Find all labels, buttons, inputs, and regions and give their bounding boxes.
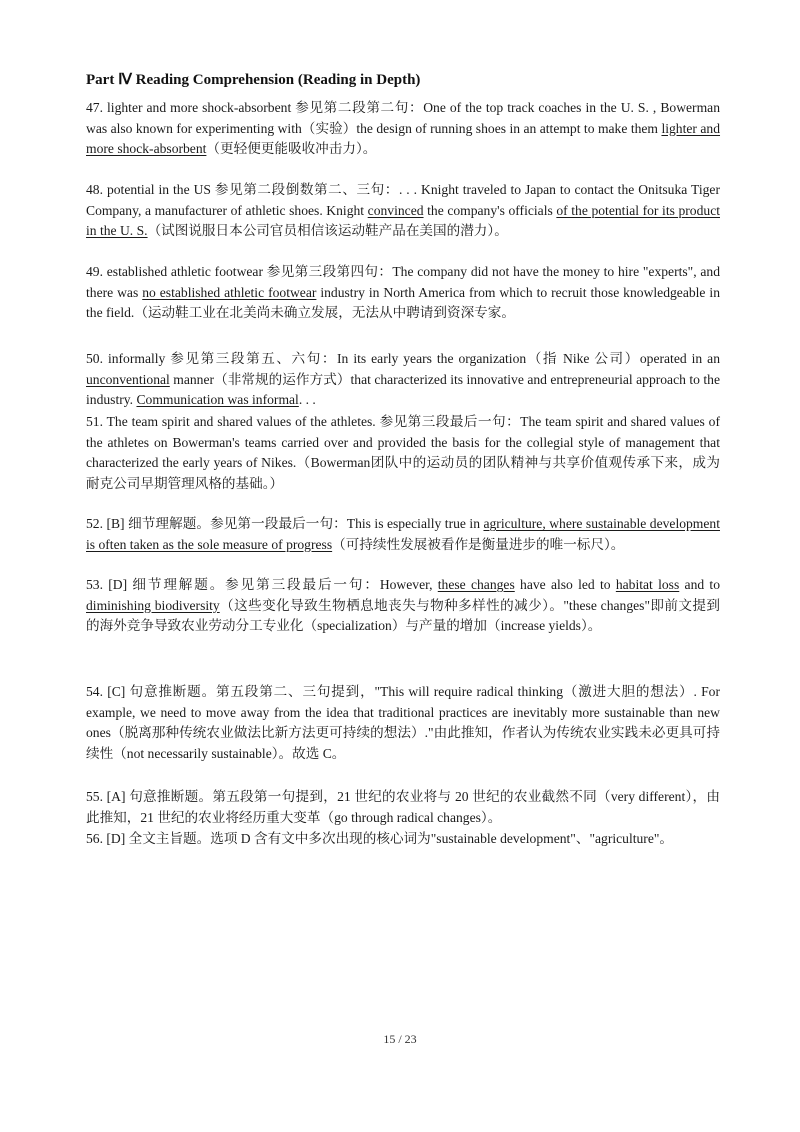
page-number: 15 / 23: [383, 1032, 417, 1046]
answer-text: have also led to: [514, 577, 616, 592]
answer-text: . . .: [298, 392, 316, 407]
answer-text: 54. [C] 句意推断题。第五段第二、三句提到，"This will require radical thinking（激进大胆的想法）. For example, we need to move away from the idea that traditional practices are inevitably more sustainable than new ones（脱离那种传统农业做法比新方法更可持续的想法）."由此推知，作者认为传统农业实践未必更具可持续性（not necessarily sustainable）。故选 C。: [86, 684, 720, 761]
answer-item-50: [86, 349, 720, 411]
answer-item-55: [86, 787, 720, 828]
answer-item-49: [86, 262, 720, 324]
underlined-quote: no established athletic footwear: [142, 284, 317, 300]
underlined-quote: diminishing biodiversity: [86, 597, 220, 613]
answer-item-52: [86, 514, 720, 555]
answer-text: 51. The team spirit and shared values of the athletes. 参见第三段最后一句：The team spirit and shared values of the athletes on Bowerman's teams carried over and provided the basis for the collegial style of management that characterized the early years of Nikes.（Bowerman团队中的运动员的团队精神与共享价值观传承下来，成为耐克公司早期管理风格的基础。）: [86, 414, 720, 491]
answer-text: 47. lighter and more shock-absorbent 参见第二段第二句：One of the top track coaches in the U. S. , Bowerman was also known for experimenting with（实验）the design of running shoes in an attempt to make them: [86, 100, 720, 136]
answer-item-51: [86, 412, 720, 494]
underlined-quote: Communication was informal: [136, 392, 299, 407]
underlined-quote: of the potential for its product in the U. S.: [86, 202, 720, 238]
answer-item-56: [86, 829, 720, 850]
answer-text: the company's officials: [423, 202, 557, 218]
answer-text: manner（非常规的运作方式）that characterized its innovative and entrepreneurial approach to the industry.: [86, 371, 720, 407]
answer-item-54: [86, 682, 720, 764]
underlined-quote: habitat loss: [615, 577, 680, 592]
underlined-quote: these changes: [437, 577, 515, 592]
answer-text: and to: [679, 577, 721, 592]
answer-text: 55. [A] 句意推断题。第五段第一句提到，21 世纪的农业将与 20 世纪的农业截然不同（very different），由此推知，21 世纪的农业将经历重大变革（go through radical changes）。: [86, 789, 720, 825]
answer-text: 53. [D] 细节理解题。参见第三段最后一句：However,: [86, 577, 438, 592]
answer-text: 52. [B] 细节理解题。参见第一段最后一句：This is especially true in: [86, 516, 484, 531]
answer-text: 49. established athletic footwear 参见第三段第四句：The company did not have the money to hire "experts", and there was: [86, 264, 720, 300]
answer-text: （可持续性发展被看作是衡量进步的唯一标尺）。: [332, 536, 625, 552]
underlined-quote: convinced: [367, 202, 424, 218]
answer-item-53: [86, 575, 720, 637]
answer-text: （这些变化导致生物栖息地丧失与物种多样性的减少）。"these changes"即前文提到的海外竞争导致农业劳动分工专业化（specialization）与产量的增加（increase yields）。: [86, 597, 720, 633]
answer-text: （更轻便更能吸收冲击力）。: [206, 141, 377, 156]
answer-text: industry in North America from which to recruit those knowledgeable in the field.（运动鞋工业在北美尚未确立发展，无法从中聘请到资深专家。: [86, 284, 720, 320]
answer-text: （试图说服日本公司官员相信该运动鞋产品在美国的潜力）。: [147, 223, 508, 238]
section-heading: Part Ⅳ Reading Comprehension (Reading in Depth): [86, 72, 421, 88]
answer-text: 48. potential in the US 参见第二段倒数第二、三句：. . . Knight traveled to Japan to contact the Onitsuka Tiger Company, a manufacturer of athletic shoes. Knight: [86, 182, 720, 218]
answer-text: 56. [D] 全文主旨题。选项 D 含有文中多次出现的核心词为"sustainable development"、"agriculture"。: [86, 831, 674, 846]
underlined-quote: lighter and more shock-absorbent: [86, 120, 721, 156]
answer-item-47: [86, 98, 720, 160]
underlined-quote: unconventional: [86, 371, 170, 387]
answer-item-48: [86, 180, 720, 242]
answer-text: 50. informally 参见第三段第五、六句：In its early years the organization（指 Nike 公司）operated in an: [86, 351, 720, 366]
underlined-quote: agriculture, where sustainable development is often taken as the sole measure of progress: [86, 516, 720, 552]
